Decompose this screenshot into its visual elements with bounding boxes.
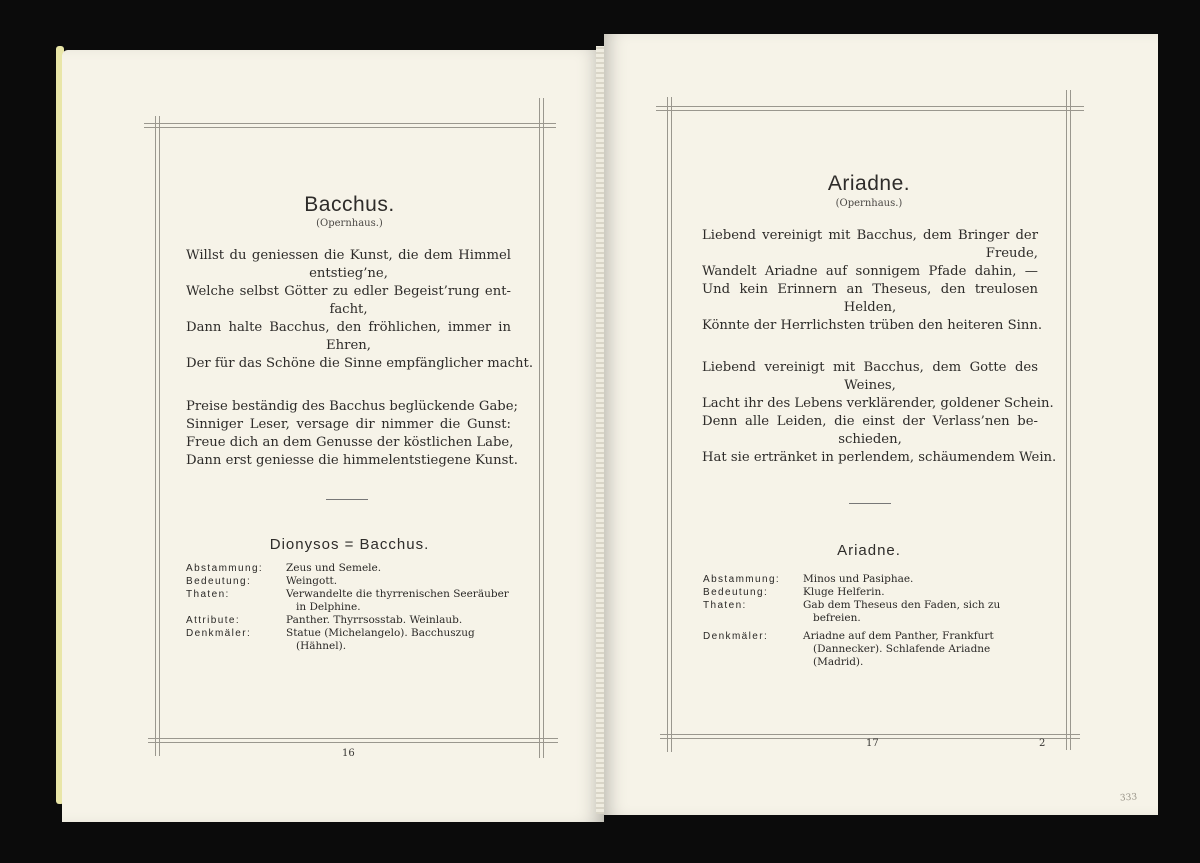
- info-row: [186, 588, 526, 614]
- verse-line: Helden,: [843, 300, 897, 315]
- mythology-info-table: [703, 573, 1043, 669]
- page-title: Bacchus.: [304, 193, 395, 216]
- info-row: [703, 573, 1043, 586]
- info-row: [186, 614, 526, 627]
- info-row: [703, 599, 1043, 625]
- verse-line: Liebend vereinigt mit Bacchus, dem Bringer der: [702, 228, 1038, 243]
- poem-stanza-2: [186, 398, 518, 470]
- info-value: Minos und Pasiphae.: [803, 573, 914, 585]
- right-page: [604, 34, 1158, 815]
- info-row: [186, 562, 526, 575]
- info-row: [703, 586, 1043, 599]
- info-row: [186, 575, 526, 588]
- section-title: Dionysos = Bacchus.: [269, 536, 430, 553]
- info-value: Weingott.: [286, 575, 338, 587]
- info-value: Zeus und Semele.: [286, 562, 382, 574]
- page-subtitle: (Opernhaus.): [316, 218, 383, 229]
- verse-line: Willst du geniessen die Kunst, die dem Himmel: [186, 248, 511, 263]
- verse-line: Sinniger Leser, versage dir nimmer die Gunst:: [186, 417, 511, 432]
- info-label: Bedeutung:: [703, 587, 769, 598]
- stamp-mark: 333: [1119, 792, 1138, 804]
- page-number: 17: [866, 738, 879, 749]
- info-value: Ariadne auf dem Panther, Frankfurt (Dannecker). Schlafende Ariadne (Madrid).: [803, 630, 994, 668]
- info-label: Abstammung:: [703, 574, 781, 585]
- section-divider: [849, 503, 891, 504]
- verse-line: entstieg’ne,: [309, 266, 388, 281]
- verse-line: Freue dich an dem Genusse der köstlichen Labe,: [186, 435, 514, 450]
- poem-stanza-1: [186, 247, 534, 373]
- verse-line: Wandelt Ariadne auf sonnigem Pfade dahin, —: [702, 264, 1038, 279]
- verse-line: Liebend vereinigt mit Bacchus, dem Gotte des: [702, 360, 1038, 375]
- verse-line: Ehren,: [326, 338, 371, 353]
- info-value: Verwandelte die thyrrenischen Seeräuber in Delphine.: [286, 588, 509, 613]
- info-label: Denkmäler:: [186, 628, 252, 639]
- verse-line: Könnte der Herrlichsten trüben den heiteren Sinn.: [702, 318, 1043, 333]
- poem-stanza-1: [702, 227, 1043, 335]
- page-subtitle: (Opernhaus.): [835, 198, 903, 209]
- info-label: Attribute:: [186, 615, 241, 626]
- info-label: Abstammung:: [186, 563, 264, 574]
- verse-line: Weines,: [844, 378, 896, 393]
- info-value: Statue (Michelangelo). Bacchuszug (Hähnel).: [286, 627, 475, 652]
- left-page: [62, 50, 604, 822]
- info-value: Panther. Thyrrsosstab. Weinlaub.: [286, 614, 463, 626]
- verse-line: Dann halte Bacchus, den fröhlichen, immer in: [186, 320, 511, 335]
- verse-line: Dann erst geniesse die himmelentstiegene Kunst.: [186, 453, 518, 468]
- mythology-info-table: [186, 562, 526, 653]
- info-value: Kluge Helferin.: [803, 586, 885, 598]
- info-value: Gab dem Theseus den Faden, sich zu befreien.: [803, 599, 1001, 624]
- verse-line: Hat sie ertränket in perlendem, schäumendem Wein.: [702, 450, 1057, 465]
- verse-line: Welche selbst Götter zu edler Begeist’rung ent-: [186, 284, 511, 299]
- page-title: Ariadne.: [827, 172, 911, 195]
- verse-line: Und kein Erinnern an Theseus, den treulosen: [702, 282, 1038, 297]
- verse-line: Preise beständig des Bacchus beglückende Gabe;: [186, 399, 518, 414]
- info-row: [703, 630, 1043, 669]
- info-label: Thaten:: [703, 600, 747, 611]
- info-label: Denkmäler:: [703, 631, 769, 642]
- verse-line: schieden,: [838, 432, 902, 447]
- verse-line: Denn alle Leiden, die einst der Verlass’nen be-: [702, 414, 1038, 429]
- info-row: [186, 627, 526, 653]
- info-label: Bedeutung:: [186, 576, 252, 587]
- verse-line: Lacht ihr des Lebens verklärender, goldener Schein.: [702, 396, 1054, 411]
- poem-stanza-2: [702, 359, 1057, 467]
- verse-line: Freude,: [985, 246, 1038, 261]
- verse-line: facht,: [329, 302, 368, 317]
- signature-mark: 2: [1039, 738, 1046, 749]
- page-number: 16: [342, 748, 355, 759]
- section-title: Ariadne.: [837, 542, 901, 559]
- info-label: Thaten:: [186, 589, 230, 600]
- verse-line: Der für das Schöne die Sinne empfänglicher macht.: [186, 356, 534, 371]
- section-divider: [326, 499, 368, 500]
